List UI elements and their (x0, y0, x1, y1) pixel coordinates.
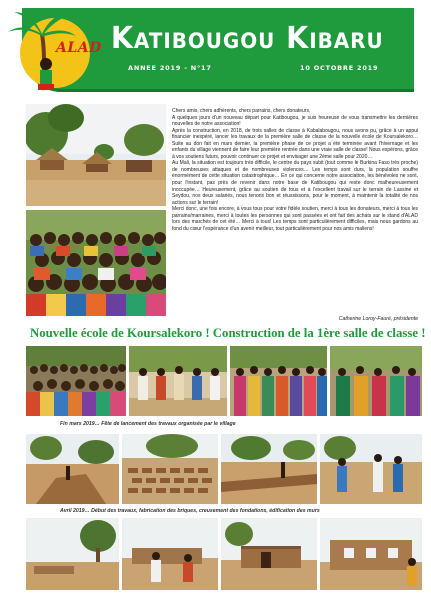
walls-rising-photo (221, 518, 317, 590)
editorial-article (172, 108, 418, 232)
dancing-women-photo (330, 346, 422, 416)
issue-date: 10 OCTOBRE 2019 (300, 64, 379, 72)
newsletter-title: Katibougou Kibaru (110, 21, 384, 56)
author-signature: Catherine Loroy-Fauré, présidente (338, 316, 418, 322)
classroom-walls-photo (320, 518, 422, 590)
issue-number: ANNEE 2019 - N°17 (128, 64, 212, 72)
children-group-photo (26, 210, 166, 316)
brick-making-photo (122, 434, 218, 504)
alad-logo (2, 4, 114, 92)
women-gathering-photo (230, 346, 327, 416)
caption-april-2019: Avril 2019… Début des travaux, fabrication des briques, creusement des fondations, édification des murs (60, 508, 320, 514)
foundation-digging-photo (26, 434, 119, 504)
site-tree-photo (26, 518, 119, 590)
crowd-celebration-photo (26, 346, 126, 416)
article-paragraph: Merci donc, une fois encore, à vous tous pour votre fidèle soutien, merci à tous les donateurs, merci à tous les parrains/marraines, merci à toutes les personnes qui sont passées et ont fait des achats sur le stand d'ALAD lors des marchés de cet été… Merci à tous! Les temps sont particulièrement difficiles, mais nous gardons au fond du cœur l'espérance d'un avenir meilleur, tout particulièrement pour nos amis maliens! (172, 206, 418, 232)
wall-building-photo (122, 518, 218, 590)
article-paragraph: A quelques jours d'un nouveau départ pour Katibougou, je suis heureuse de vous transmettre les dernières nouvelles de notre association! (172, 114, 418, 128)
logo-text: ALAD (56, 40, 102, 56)
village-leaders-photo (129, 346, 227, 416)
foundation-trench-photo (221, 434, 317, 504)
article-paragraph: Après la construction, en 2018, de trois salles de classe à Kabalabougou, nous avons pu, grâce à un appui financier inespéré, lancer les travaux de la première salle de classe de la nouvelle école de Koursalekoro… Suite au don fait en mars dernier, la première phase de ce projet a été terminée avant l'hivernage et les enfants du village viennent de faire leur première rentrée dans une vraie salle de classe! Nous espérons, grâce à vos soutiens futurs, pouvoir continuer ce projet et envisager une 2ème salle pour 2020… (172, 127, 418, 160)
village-huts-photo (26, 104, 166, 206)
article-paragraph: Chers amis, chers adhérents, chers parrains, chers donateurs, (172, 108, 311, 114)
caption-march-2019: Fin mars 2019… Fête de lancement des travaux organisée par le village (60, 421, 236, 427)
section-title: Nouvelle école de Koursalekoro ! Construction de la 1ère salle de classe ! (30, 326, 426, 340)
workers-site-photo (320, 434, 422, 504)
article-paragraph: Au Mali, la situation est toujours très difficile, le centre du pays subit (tout comme le Burkina Faso très proche) de nombreuses attaques et de nombreuses violences… Les temps sont durs, la population souffre énormément de cette situation catastrophique… En ce qui concerne notre association, les bénévoles ne sont, pour l'instant, pas près de revenir dans notre base de Katibougou qui reste donc malheureusement inoccupée… Heureusement, grâce au soutien de tous et à l'excellent travail sur le terrain de Lassine et Seydou, nos deux salariés, nous tenons bon et réussissons, pour le moment, à maintenir la totalité de nos actions sur le terrain! (172, 160, 418, 206)
